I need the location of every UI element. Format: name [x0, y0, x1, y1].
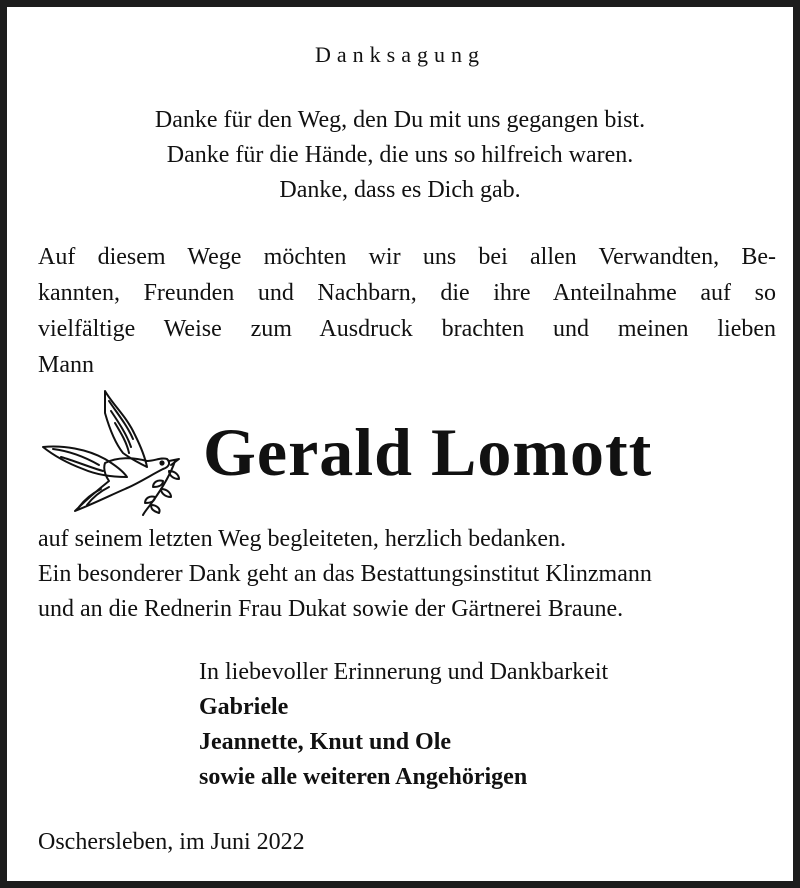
poem-line: Danke für die Hände, die uns so hilfreich waren. — [166, 142, 634, 168]
dove-with-olive-branch-icon — [35, 387, 185, 517]
deceased-name: Gerald Lomott — [203, 414, 653, 490]
mourner-name: Jeannette, Knut und Ole — [199, 729, 452, 755]
mourner-name: Gabriele — [199, 694, 289, 720]
closing-signature — [199, 655, 608, 795]
intro-line: Auf diesem Wege möchten wir uns bei allen Verwandten, Be- — [38, 244, 776, 270]
thanks-line: und an die Rednerin Frau Dukat sowie der Gärtnerei Braune. — [38, 596, 624, 622]
notice-heading: Danksagung — [315, 42, 485, 67]
mourner-name: sowie alle weiteren Angehörigen — [199, 764, 528, 790]
thanks-line: auf seinem letzten Weg begleiteten, herzlich bedanken. — [38, 526, 567, 552]
poem-line: Danke für den Weg, den Du mit uns gegangen bist. — [154, 107, 646, 133]
intro-line: Mann — [38, 352, 94, 378]
intro-line: kannten, Freunden und Nachbarn, die ihre Anteilnahme auf so — [38, 280, 776, 306]
poem-line: Danke, dass es Dich gab. — [279, 177, 521, 203]
closing-phrase: In liebevoller Erinnerung und Dankbarkeit — [199, 659, 609, 685]
poem — [7, 103, 793, 208]
thanks-paragraph — [38, 522, 776, 627]
thanks-line: Ein besonderer Dank geht an das Bestattungsinstitut Klinzmann — [38, 561, 652, 587]
place-date: Oschersleben, im Juni 2022 — [38, 829, 305, 855]
intro-line: vielfältige Weise zum Ausdruck brachten und meinen lieben — [38, 316, 776, 342]
intro-paragraph — [38, 239, 776, 383]
